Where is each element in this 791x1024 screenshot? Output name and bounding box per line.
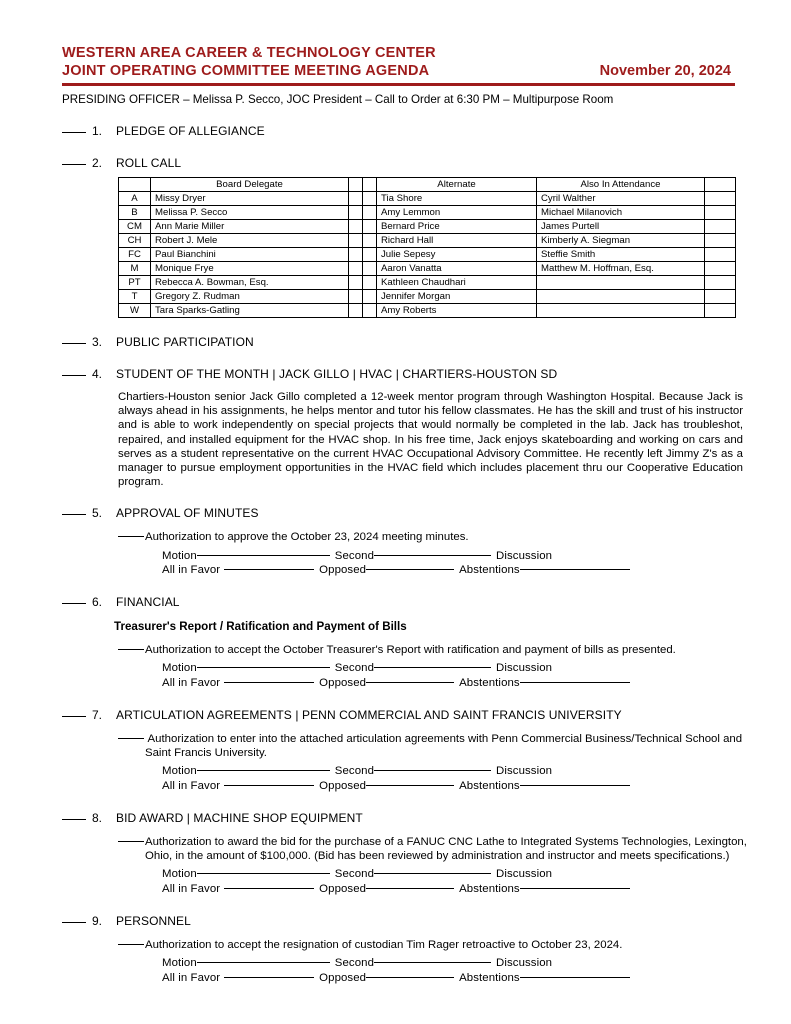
- cell-key: T: [119, 290, 151, 304]
- opposed-input-line[interactable]: [366, 977, 454, 978]
- opposed-input-line[interactable]: [366, 888, 454, 889]
- cell-alternate: Amy Lemmon: [377, 206, 537, 220]
- cell-spacer-3: [705, 234, 736, 248]
- cell-spacer-1: [349, 192, 363, 206]
- agenda-item-9-vote-block: [162, 956, 735, 985]
- cell-spacer-2: [363, 304, 377, 318]
- authorization-blank-line[interactable]: [118, 944, 144, 945]
- cell-spacer-2: [363, 206, 377, 220]
- motion-input-line[interactable]: [197, 962, 330, 963]
- cell-alternate: Kathleen Chaudhari: [377, 276, 537, 290]
- cell-also-in-attendance: [537, 304, 705, 318]
- cell-also-in-attendance: Michael Milanovich: [537, 206, 705, 220]
- cell-also-in-attendance: Steffie Smith: [537, 248, 705, 262]
- document-header: [62, 44, 735, 107]
- opposed-label: Opposed: [319, 883, 367, 896]
- discussion-label: Discussion: [496, 868, 553, 881]
- cell-also-in-attendance: Cyril Walther: [537, 192, 705, 206]
- cell-board-delegate: Gregory Z. Rudman: [151, 290, 349, 304]
- col-header-also-in-attendance: Also In Attendance: [537, 178, 705, 192]
- agenda-item-6-heading: [62, 595, 735, 610]
- checkbox-blank-line[interactable]: [62, 514, 86, 515]
- cell-alternate: Jennifer Morgan: [377, 290, 537, 304]
- abstentions-input-line[interactable]: [520, 888, 630, 889]
- treasurers-report-subheading: Treasurer's Report / Ratification and Payment of Bills: [114, 620, 407, 634]
- motion-input-line[interactable]: [197, 873, 330, 874]
- second-input-line[interactable]: [374, 555, 491, 556]
- cell-spacer-3: [705, 304, 736, 318]
- header-subtitle-row: [62, 62, 735, 80]
- agenda-item-5-heading: [62, 506, 735, 521]
- cell-spacer-3: [705, 192, 736, 206]
- vote-row-motion: [162, 549, 735, 564]
- agenda-item-4: [62, 367, 743, 489]
- agenda-item-2: [62, 156, 735, 318]
- discussion-label: Discussion: [496, 765, 553, 778]
- motion-label: Motion: [162, 957, 197, 970]
- agenda-item-4-title: STUDENT OF THE MONTH | JACK GILLO | HVAC | CHARTIERS-HOUSTON SD: [116, 367, 558, 381]
- motion-input-line[interactable]: [197, 555, 330, 556]
- opposed-input-line[interactable]: [366, 682, 454, 683]
- motion-label: Motion: [162, 549, 197, 562]
- meeting-date: November 20, 2024: [599, 63, 731, 79]
- table-row: [119, 220, 736, 234]
- agenda-item-8-authorization: [118, 835, 748, 864]
- cell-spacer-1: [349, 220, 363, 234]
- cell-alternate: Richard Hall: [377, 234, 537, 248]
- discussion-label: Discussion: [496, 662, 553, 675]
- agenda-item-7-heading: [62, 708, 735, 723]
- agenda-item-4-number: 4.: [92, 367, 103, 381]
- agenda-item-5-number: 5.: [92, 506, 103, 521]
- agenda-item-9-authorization: [118, 938, 748, 952]
- cell-alternate: Aaron Vanatta: [377, 262, 537, 276]
- agenda-item-1-title: PLEDGE OF ALLEGIANCE: [116, 124, 265, 138]
- cell-alternate: Bernard Price: [377, 220, 537, 234]
- motion-label: Motion: [162, 662, 197, 675]
- agenda-item-9-heading: [62, 914, 735, 929]
- all-in-favor-label: All in Favor: [162, 971, 221, 984]
- checkbox-blank-line[interactable]: [62, 603, 86, 604]
- agenda-item-4-heading: [62, 367, 735, 382]
- agenda-item-7-number: 7.: [92, 707, 103, 722]
- all-in-favor-label: All in Favor: [162, 564, 221, 577]
- table-row: [119, 262, 736, 276]
- cell-spacer-1: [349, 290, 363, 304]
- table-row: [119, 206, 736, 220]
- agenda-item-8-heading: [62, 811, 735, 826]
- opposed-input-line[interactable]: [366, 569, 454, 570]
- agenda-item-2-title: ROLL CALL: [116, 156, 182, 170]
- all-in-favor-label: All in Favor: [162, 780, 221, 793]
- presiding-officer-line: PRESIDING OFFICER – Melissa P. Secco, JOC President – Call to Order at 6:30 PM – Multipurpose Room: [62, 93, 614, 106]
- cell-key: PT: [119, 276, 151, 290]
- agenda-item-5-authorization: [118, 530, 748, 544]
- col-header-spacer-2: [363, 178, 377, 192]
- vote-row-motion: [162, 867, 735, 882]
- agenda-item-1: [62, 124, 735, 139]
- table-header-row: [119, 178, 736, 192]
- cell-spacer-3: [705, 220, 736, 234]
- document-title: JOINT OPERATING COMMITTEE MEETING AGENDA: [62, 63, 430, 79]
- cell-key: W: [119, 304, 151, 318]
- abstentions-input-line[interactable]: [520, 682, 630, 683]
- authorization-text: Authorization to approve the October 23, 2024 meeting minutes.: [145, 531, 469, 544]
- authorization-text: Authorization to accept the resignation of custodian Tim Rager retroactive to October 23, 2024.: [145, 938, 623, 951]
- roll-call-table-head: [119, 178, 736, 192]
- vote-row-motion: [162, 661, 735, 676]
- table-row: [119, 192, 736, 206]
- cell-spacer-2: [363, 276, 377, 290]
- second-input-line[interactable]: [374, 770, 491, 771]
- cell-key: A: [119, 192, 151, 206]
- cell-spacer-3: [705, 262, 736, 276]
- opposed-input-line[interactable]: [366, 785, 454, 786]
- vote-row-tally: [162, 971, 735, 986]
- col-header-spacer-1: [349, 178, 363, 192]
- agenda-item-3-number: 3.: [92, 335, 103, 349]
- second-input-line[interactable]: [374, 873, 491, 874]
- cell-spacer-1: [349, 206, 363, 220]
- cell-board-delegate: Robert J. Mele: [151, 234, 349, 248]
- all-in-favor-label: All in Favor: [162, 677, 221, 690]
- agenda-item-8-title: BID AWARD | MACHINE SHOP EQUIPMENT: [116, 810, 363, 825]
- agenda-item-9: [62, 914, 735, 986]
- agenda-item-6-authorization: [118, 643, 748, 657]
- authorization-blank-line[interactable]: [118, 738, 144, 739]
- checkbox-blank-line[interactable]: [62, 343, 86, 344]
- cell-alternate: Julie Sepesy: [377, 248, 537, 262]
- roll-call-table-wrapper: [118, 177, 735, 318]
- agenda-item-2-heading: [62, 156, 735, 171]
- cell-also-in-attendance: Matthew M. Hoffman, Esq.: [537, 262, 705, 276]
- cell-key: M: [119, 262, 151, 276]
- agenda-item-3-heading: [62, 335, 735, 350]
- abstentions-input-line[interactable]: [520, 569, 630, 570]
- cell-spacer-2: [363, 248, 377, 262]
- cell-spacer-2: [363, 262, 377, 276]
- roll-call-table: [118, 177, 736, 318]
- cell-spacer-3: [705, 276, 736, 290]
- abstentions-label: Abstentions: [459, 564, 520, 577]
- opposed-label: Opposed: [319, 780, 367, 793]
- second-label: Second: [334, 549, 375, 562]
- cell-spacer-1: [349, 262, 363, 276]
- opposed-label: Opposed: [319, 564, 367, 577]
- agenda-item-6-number: 6.: [92, 595, 103, 610]
- col-header-alternate: Alternate: [377, 178, 537, 192]
- abstentions-input-line[interactable]: [520, 785, 630, 786]
- agenda-item-6: [62, 595, 735, 691]
- cell-spacer-1: [349, 276, 363, 290]
- all-in-favor-input-line[interactable]: [224, 785, 314, 786]
- agenda-item-9-number: 9.: [92, 913, 103, 928]
- authorization-blank-line[interactable]: [118, 841, 144, 842]
- abstentions-label: Abstentions: [459, 883, 520, 896]
- cell-also-in-attendance: James Purtell: [537, 220, 705, 234]
- vote-row-motion: [162, 956, 735, 971]
- cell-key: CM: [119, 220, 151, 234]
- cell-spacer-1: [349, 248, 363, 262]
- agenda-item-6-title: FINANCIAL: [116, 595, 180, 610]
- agenda-item-5: [62, 506, 735, 578]
- agenda-item-9-title: PERSONNEL: [116, 913, 191, 928]
- table-row: [119, 234, 736, 248]
- checkbox-blank-line[interactable]: [62, 375, 86, 376]
- second-label: Second: [334, 662, 375, 675]
- second-label: Second: [334, 957, 375, 970]
- agenda-item-8: [62, 810, 747, 897]
- agenda-item-3: [62, 335, 735, 350]
- cell-board-delegate: Rebecca A. Bowman, Esq.: [151, 276, 349, 290]
- second-label: Second: [334, 868, 375, 881]
- cell-key: CH: [119, 234, 151, 248]
- vote-row-tally: [162, 882, 735, 897]
- cell-spacer-3: [705, 290, 736, 304]
- motion-label: Motion: [162, 868, 197, 881]
- cell-board-delegate: Paul Bianchini: [151, 248, 349, 262]
- abstentions-input-line[interactable]: [520, 977, 630, 978]
- cell-board-delegate: Monique Frye: [151, 262, 349, 276]
- organization-name: WESTERN AREA CAREER & TECHNOLOGY CENTER: [62, 45, 436, 61]
- authorization-text: Authorization to accept the October Treasurer's Report with ratification and payment of bills as presented.: [145, 644, 676, 657]
- agenda-item-3-title: PUBLIC PARTICIPATION: [116, 335, 254, 349]
- vote-row-tally: [162, 676, 735, 691]
- all-in-favor-label: All in Favor: [162, 883, 221, 896]
- checkbox-blank-line[interactable]: [62, 716, 86, 717]
- authorization-blank-line[interactable]: [118, 536, 144, 537]
- cell-spacer-1: [349, 304, 363, 318]
- vote-row-tally: [162, 563, 735, 578]
- checkbox-blank-line[interactable]: [62, 819, 86, 820]
- header-divider-rule: [62, 83, 735, 86]
- table-row: [119, 248, 736, 262]
- table-row: [119, 290, 736, 304]
- cell-spacer-2: [363, 220, 377, 234]
- vote-row-tally: [162, 779, 735, 794]
- opposed-label: Opposed: [319, 677, 367, 690]
- agenda-item-7-vote-block: [162, 764, 735, 793]
- motion-label: Motion: [162, 765, 197, 778]
- all-in-favor-input-line[interactable]: [224, 569, 314, 570]
- all-in-favor-input-line[interactable]: [224, 888, 314, 889]
- cell-board-delegate: Missy Dryer: [151, 192, 349, 206]
- cell-also-in-attendance: [537, 290, 705, 304]
- cell-board-delegate: Melissa P. Secco: [151, 206, 349, 220]
- authorization-blank-line[interactable]: [118, 649, 144, 650]
- second-input-line[interactable]: [374, 667, 491, 668]
- all-in-favor-input-line[interactable]: [224, 682, 314, 683]
- cell-spacer-2: [363, 234, 377, 248]
- cell-board-delegate: Ann Marie Miller: [151, 220, 349, 234]
- abstentions-label: Abstentions: [459, 677, 520, 690]
- cell-also-in-attendance: Kimberly A. Siegman: [537, 234, 705, 248]
- cell-spacer-3: [705, 206, 736, 220]
- discussion-label: Discussion: [496, 957, 553, 970]
- col-header-key: [119, 178, 151, 192]
- opposed-label: Opposed: [319, 971, 367, 984]
- agenda-item-1-number: 1.: [92, 124, 103, 138]
- agenda-item-8-vote-block: [162, 867, 735, 896]
- col-header-board-delegate: Board Delegate: [151, 178, 349, 192]
- cell-key: B: [119, 206, 151, 220]
- cell-spacer-3: [705, 248, 736, 262]
- checkbox-blank-line[interactable]: [62, 922, 86, 923]
- all-in-favor-input-line[interactable]: [224, 977, 314, 978]
- agenda-item-7-authorization: [118, 732, 748, 761]
- header-title-row: [62, 44, 735, 62]
- agenda-item-5-title: APPROVAL OF MINUTES: [116, 506, 259, 521]
- checkbox-blank-line[interactable]: [62, 164, 86, 165]
- roll-call-table-body: [119, 192, 736, 318]
- abstentions-label: Abstentions: [459, 971, 520, 984]
- table-row: [119, 304, 736, 318]
- cell-alternate: Amy Roberts: [377, 304, 537, 318]
- cell-key: FC: [119, 248, 151, 262]
- cell-alternate: Tia Shore: [377, 192, 537, 206]
- cell-spacer-1: [349, 234, 363, 248]
- agenda-item-2-number: 2.: [92, 156, 103, 170]
- checkbox-blank-line[interactable]: [62, 132, 86, 133]
- authorization-text: Authorization to award the bid for the purchase of a FANUC CNC Lathe to Integrated Systems Technologies, Lexington, Ohio, in the amount of $100,000. (Bid has been reviewed by administration and instructor and meets specifications.): [145, 835, 747, 863]
- agenda-item-7-title: ARTICULATION AGREEMENTS | PENN COMMERCIAL AND SAINT FRANCIS UNIVERSITY: [116, 707, 622, 722]
- cell-spacer-2: [363, 192, 377, 206]
- second-label: Second: [334, 765, 375, 778]
- agenda-item-7: [62, 707, 743, 794]
- motion-input-line[interactable]: [197, 770, 330, 771]
- agenda-item-1-heading: [62, 124, 735, 139]
- abstentions-label: Abstentions: [459, 780, 520, 793]
- table-row: [119, 276, 736, 290]
- cell-also-in-attendance: [537, 276, 705, 290]
- motion-input-line[interactable]: [197, 667, 330, 668]
- agenda-item-5-vote-block: [162, 549, 735, 578]
- second-input-line[interactable]: [374, 962, 491, 963]
- agenda-item-8-number: 8.: [92, 810, 103, 825]
- agenda-item-6-vote-block: [162, 661, 735, 690]
- vote-row-motion: [162, 764, 735, 779]
- col-header-spacer-3: [705, 178, 736, 192]
- discussion-label: Discussion: [496, 549, 553, 562]
- student-of-the-month-paragraph: Chartiers-Houston senior Jack Gillo completed a 12-week mentor program through Washington Hospital. Because Jack is always ahead in his assignments, he helps mentor and tutor his fellow classmates. He has the skill and trust of his instructor and is able to work independently on special projects that would normally be completed in the lab. Jack has troubleshot, repaired, and installed equipment for the HVAC shop. In his free time, Jack enjoys skateboarding and working on cars and serves as a student representative on the current HVAC Occupational Advisory Committee. He recently left Jimmy Z's as a manager to pursue employment opportunities in the HVAC field which includes placement thru our Cooperative Education program.: [118, 391, 743, 489]
- cell-board-delegate: Tara Sparks-Gatling: [151, 304, 349, 318]
- cell-spacer-2: [363, 290, 377, 304]
- authorization-text: Authorization to enter into the attached articulation agreements with Penn Commercial Business/Technical School and Saint Francis University.: [145, 732, 743, 760]
